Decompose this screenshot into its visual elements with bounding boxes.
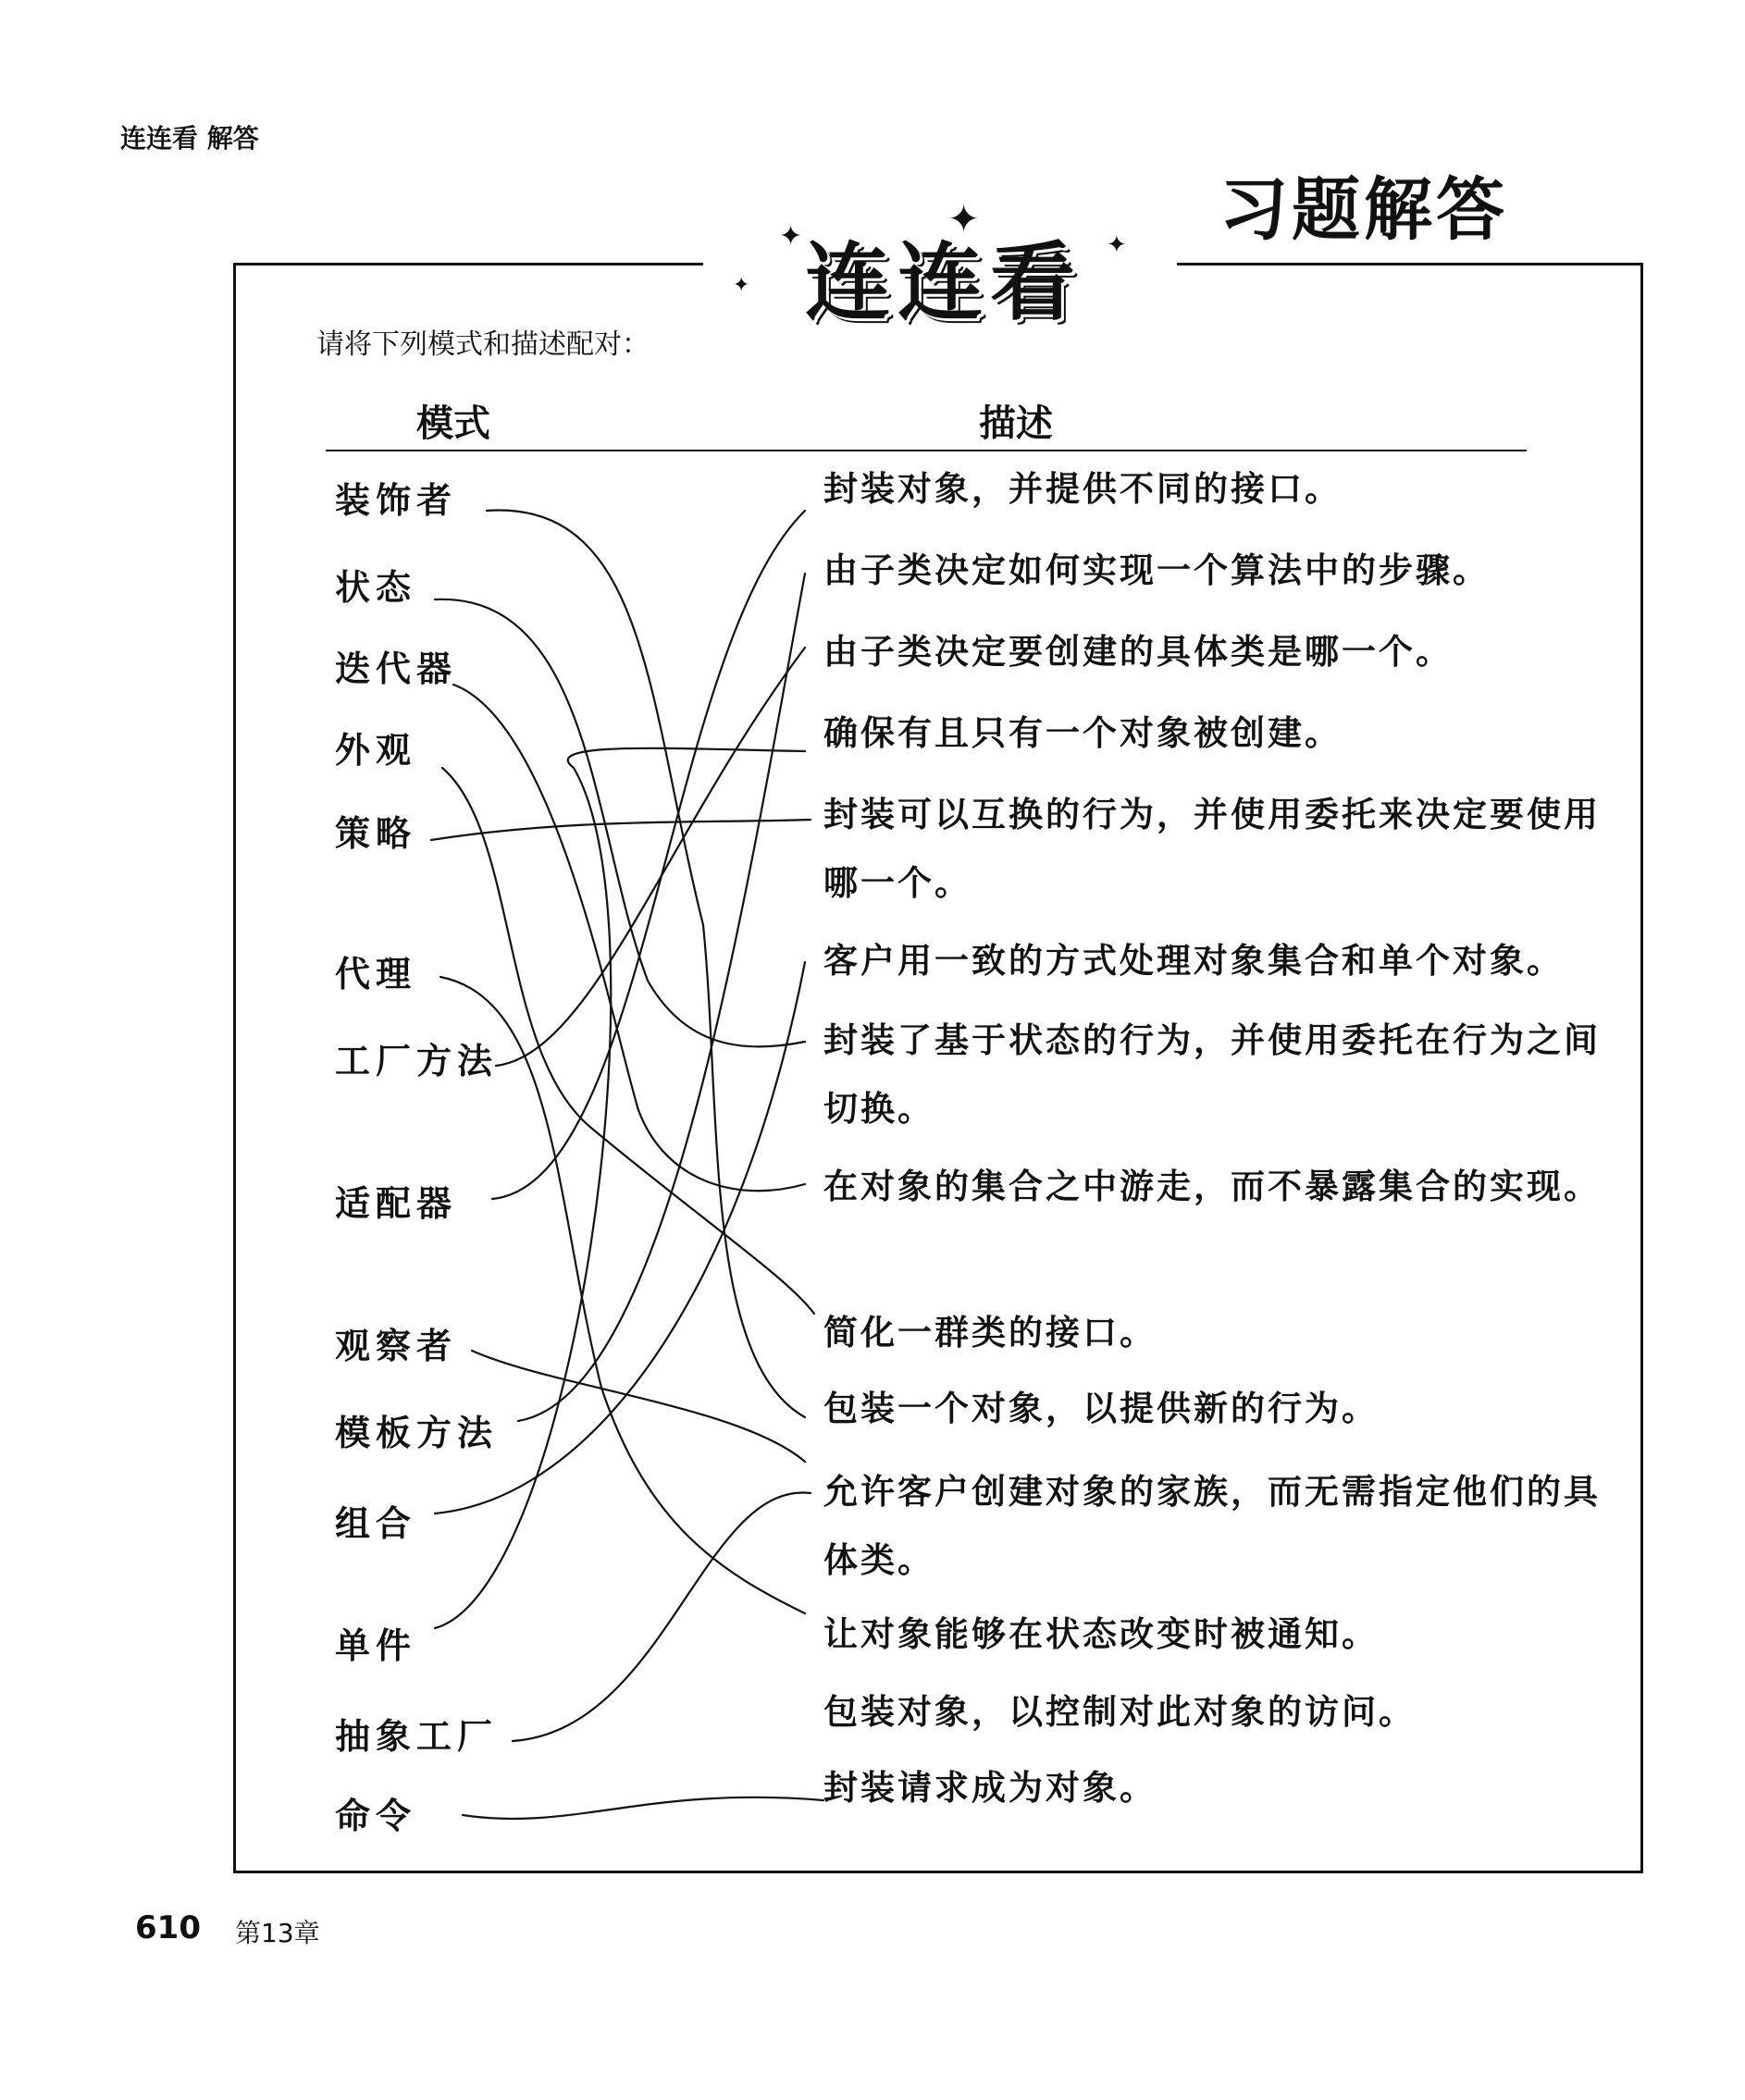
description-item: 封装请求成为对象。 [823, 1768, 1157, 1808]
description-item: 由子类决定如何实现一个算法中的步骤。 [823, 550, 1490, 590]
pattern-item: 适配器 [335, 1183, 458, 1224]
match-line [435, 748, 805, 1628]
section-title: 习题解答 [1219, 170, 1508, 250]
description-item: 让对象能够在状态改变时被通知。 [823, 1614, 1379, 1654]
description-item: 由子类决定要创建的具体类是哪一个。 [823, 632, 1453, 672]
description-item: 封装对象，并提供不同的接口。 [823, 469, 1342, 509]
pattern-item: 外观 [335, 730, 417, 771]
description-item: 包装对象，以控制对此对象的访问。 [823, 1692, 1416, 1732]
pattern-item: 观察者 [335, 1326, 458, 1366]
description-item: 简化一群类的接口。 [823, 1313, 1157, 1353]
description-item: 封装可以互换的行为，并使用委托来决定要使用哪一个。 [823, 795, 1601, 903]
chapter-label: 第13章 [235, 1918, 320, 1948]
pattern-item: 装饰者 [335, 480, 458, 521]
match-line [496, 648, 805, 1066]
running-head: 连连看 解答 [120, 123, 259, 154]
description-item: 客户用一致的方式处理对象集合和单个对象。 [823, 941, 1564, 981]
sparkle-icon: ✦ [779, 220, 803, 253]
match-line [440, 977, 805, 1613]
pattern-item: 策略 [335, 813, 417, 854]
pattern-item: 迭代器 [335, 649, 458, 689]
description-item: 在对象的集合之中游走，而不暴露集合的实现。 [823, 1167, 1601, 1206]
pattern-item: 工厂方法 [335, 1041, 499, 1081]
description-item: 允许客户创建对象的家族，而无需指定他们的具体类。 [823, 1472, 1601, 1580]
pattern-item: 抽象工厂 [335, 1716, 499, 1757]
instruction: 请将下列模式和描述配对： [316, 328, 650, 361]
match-line [442, 768, 814, 1314]
match-line [513, 1492, 811, 1741]
pattern-item: 模板方法 [335, 1413, 499, 1453]
match-line [431, 820, 811, 840]
description-item: 封装了基于状态的行为，并使用委托在行为之间切换。 [823, 1020, 1601, 1129]
description-item: 确保有且只有一个对象被创建。 [823, 713, 1342, 753]
pattern-item: 代理 [335, 954, 417, 994]
pattern-item: 状态 [335, 567, 417, 608]
match-line [487, 511, 805, 1417]
pattern-column-header: 模式 [416, 402, 490, 445]
pattern-item: 组合 [335, 1503, 417, 1544]
pattern-item: 单件 [335, 1625, 417, 1666]
match-line [453, 685, 805, 1191]
sparkle-icon: ✦ [1107, 231, 1127, 259]
match-line [472, 1351, 805, 1462]
sparkle-icon: ✦ [947, 196, 981, 241]
sparkle-icon: ✦ [733, 274, 750, 297]
page-number: 610 [135, 1909, 201, 1946]
pattern-item: 命令 [335, 1796, 417, 1836]
match-line [518, 574, 805, 1421]
description-item: 包装一个对象，以提供新的行为。 [823, 1389, 1379, 1428]
exercise-banner: 连连看 [804, 233, 1083, 332]
description-column-header: 描述 [979, 402, 1053, 445]
match-line [463, 1797, 823, 1819]
